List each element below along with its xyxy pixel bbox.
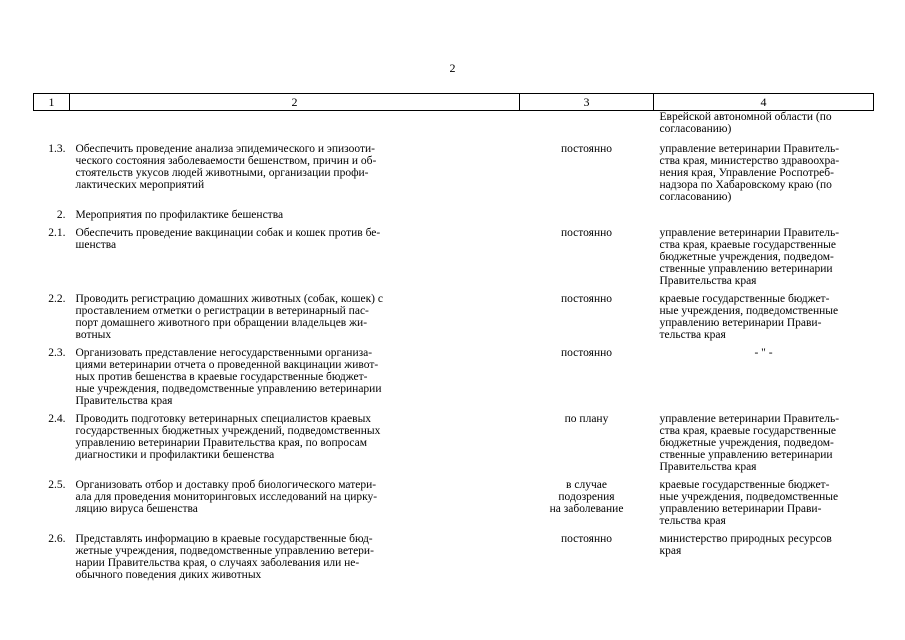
row-responsible: управление ветеринарии Правитель- ства края, министерство здравоохра- нения края, Управление Роспотреб- надзора по Хабаровскому краю (по согласованию) — [659, 143, 840, 203]
column-header-2: 2 — [70, 94, 520, 111]
row-responsible: - " - — [754, 347, 773, 359]
table-row — [34, 293, 874, 347]
row-responsible — [654, 209, 874, 227]
row-measure: Проводить подготовку ветеринарных специалистов краевых государственных бюджетных учреждений, подведомственных управлению ветеринарии Правительства края, по вопросам диагностики и профилактики бешенства — [75, 413, 381, 461]
continuation-row — [34, 111, 874, 144]
table-header-row — [34, 94, 874, 111]
row-term: постоянно — [560, 533, 613, 545]
table-row — [34, 413, 874, 479]
row-term: постоянно — [560, 227, 613, 239]
continuation-text: Еврейской автономной области (по согласованию) — [659, 111, 832, 135]
row-number: 2.2. — [48, 293, 66, 305]
row-term: в случае подозрения на заболевание — [549, 479, 624, 515]
row-term: по плану — [564, 413, 609, 425]
row-measure: Представлять информацию в краевые государственные бюд- жетные учреждения, подведомственные управлению ветери- нарии Правительства края, о случаях заболевания или не- обычного поведения диких животных — [75, 533, 374, 581]
row-measure: Организовать отбор и доставку проб биологического матери- ала для проведения мониторинговых исследований на цирку- ляцию вируса бешенства — [75, 479, 378, 515]
page-number: 2 — [449, 61, 456, 75]
row-term: постоянно — [560, 293, 613, 305]
table-row — [34, 227, 874, 293]
column-header-4: 4 — [654, 94, 874, 111]
row-number: 2.3. — [48, 347, 66, 359]
row-responsible: краевые государственные бюджет- ные учреждения, подведомственные управлению ветеринарии Прави- тельства края — [659, 479, 839, 527]
row-term: постоянно — [560, 347, 613, 359]
row-responsible: управление ветеринарии Правитель- ства края, краевые государственные бюджетные учреждения, подведом- ственные управлению ветеринарии Правительства края — [659, 413, 840, 473]
row-number: 2.6. — [48, 533, 66, 545]
row-measure: Организовать представление негосударственными организа- циями ветеринарии отчета о проведенной вакцинации живот- ных против бешенства в краевые государственные бюджет- ные учреждения, подведомственные управлению ветеринарии Правительства края — [75, 347, 382, 407]
row-number: 2. — [56, 209, 66, 221]
row-responsible: управление ветеринарии Правитель- ства края, краевые государственные бюджетные учреждения, подведом- ственные управлению ветеринарии Правительства края — [659, 227, 840, 287]
row-measure: Мероприятия по профилактике бешенства — [75, 209, 284, 221]
row-measure: Обеспечить проведение вакцинации собак и кошек против бе- шенства — [75, 227, 381, 251]
table-row — [34, 533, 874, 587]
measures-table — [33, 93, 874, 587]
row-number: 2.4. — [48, 413, 66, 425]
table-row — [34, 143, 874, 209]
table-row — [34, 347, 874, 413]
row-responsible: министерство природных ресурсов края — [659, 533, 832, 557]
row-term: постоянно — [560, 143, 613, 155]
row-measure: Обеспечить проведение анализа эпидемического и эпизооти- ческого состояния заболеваемости бешенством, причин и об- стоятельств укусов людей животными, организации профи- лактических мероприятий — [75, 143, 377, 191]
table-row — [34, 209, 874, 227]
row-term — [520, 209, 654, 227]
row-number: 2.1. — [48, 227, 66, 239]
table-row — [34, 479, 874, 533]
column-header-3: 3 — [520, 94, 654, 111]
row-responsible: краевые государственные бюджет- ные учреждения, подведомственные управлению ветеринарии Прави- тельства края — [659, 293, 839, 341]
row-number: 1.3. — [48, 143, 66, 155]
column-header-1: 1 — [34, 94, 70, 111]
row-measure: Проводить регистрацию домашних животных (собак, кошек) с проставлением отметки о регистрации в ветеринарный пас- порт домашнего животного при обращении владельцев жи- вотных — [75, 293, 383, 341]
row-number: 2.5. — [48, 479, 66, 491]
